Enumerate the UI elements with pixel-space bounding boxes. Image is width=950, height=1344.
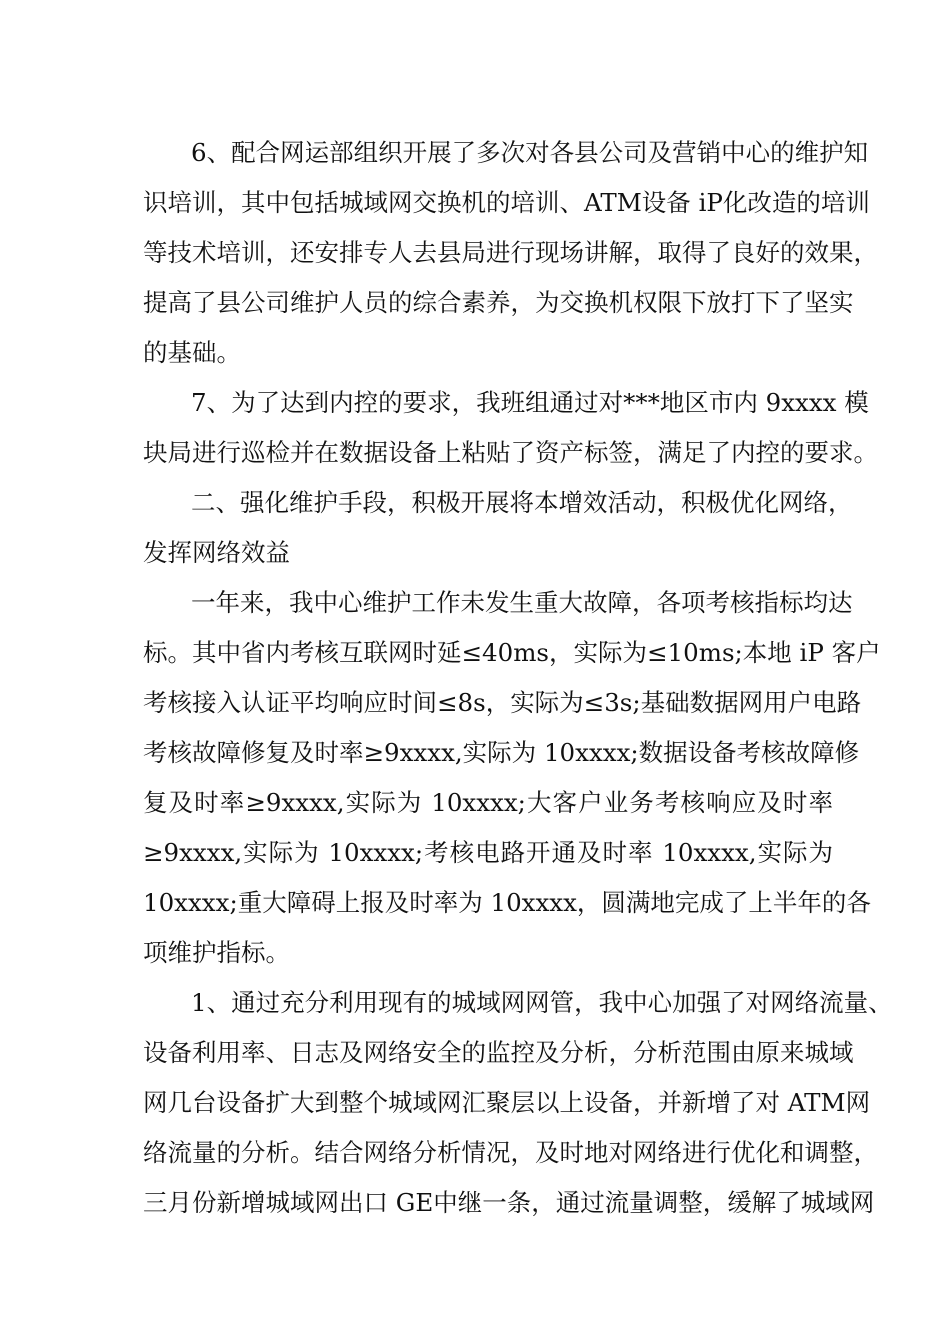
text-line: 考核接入认证平均响应时间≤8s，实际为≤3s;基础数据网用户电路 [143, 688, 862, 717]
text-line: 识培训，其中包括城域网交换机的培训、ATM设备 iP化改造的培训 [143, 188, 870, 217]
text-line: 复及时率≥9xxxx,实际为 10xxxx;大客户业务考核响应及时率 [143, 788, 833, 817]
text-line: ≥9xxxx,实际为 10xxxx;考核电路开通及时率 10xxxx,实际为 [143, 838, 833, 867]
text-line: 7、为了达到内控的要求，我班组通过对***地区市内 9xxxx 模 [191, 388, 869, 417]
text-line: 考核故障修复及时率≥9xxxx,实际为 10xxxx;数据设备考核故障修 [143, 738, 860, 767]
text-line: 标。其中省内考核互联网时延≤40ms，实际为≤10ms;本地 iP 客户 [143, 638, 881, 667]
text-line: 6、配合网运部组织开展了多次对各县公司及营销中心的维护知 [191, 138, 869, 167]
text-line: 一年来，我中心维护工作未发生重大故障，各项考核指标均达 [191, 588, 853, 617]
text-line: 提高了县公司维护人员的综合素养，为交换机权限下放打下了坚实 [143, 288, 854, 317]
text-line: 块局进行巡检并在数据设备上粘贴了资产标签，满足了内控的要求。 [143, 438, 878, 467]
text-line: 1、通过充分利用现有的城域网网管，我中心加强了对网络流量、 [191, 988, 893, 1017]
text-line: 网几台设备扩大到整个城域网汇聚层以上设备，并新增了对 ATM网 [143, 1088, 871, 1117]
text-line: 二、强化维护手段，积极开展将本增效活动，积极优化网络， [191, 488, 853, 517]
text-line: 等技术培训，还安排专人去县局进行现场讲解，取得了良好的效果， [143, 238, 878, 267]
text-line: 10xxxx;重大障碍上报及时率为 10xxxx，圆满地完成了上半年的各 [143, 888, 871, 917]
text-line: 设备利用率、日志及网络安全的监控及分析，分析范围由原来城域 [143, 1038, 854, 1067]
text-line: 的基础。 [143, 338, 241, 367]
text-line: 发挥网络效益 [143, 538, 290, 567]
text-line: 三月份新增城域网出口 GE中继一条，通过流量调整，缓解了城域网 [143, 1188, 875, 1217]
text-line: 络流量的分析。结合网络分析情况，及时地对网络进行优化和调整， [143, 1138, 878, 1167]
text-line: 项维护指标。 [143, 938, 290, 967]
